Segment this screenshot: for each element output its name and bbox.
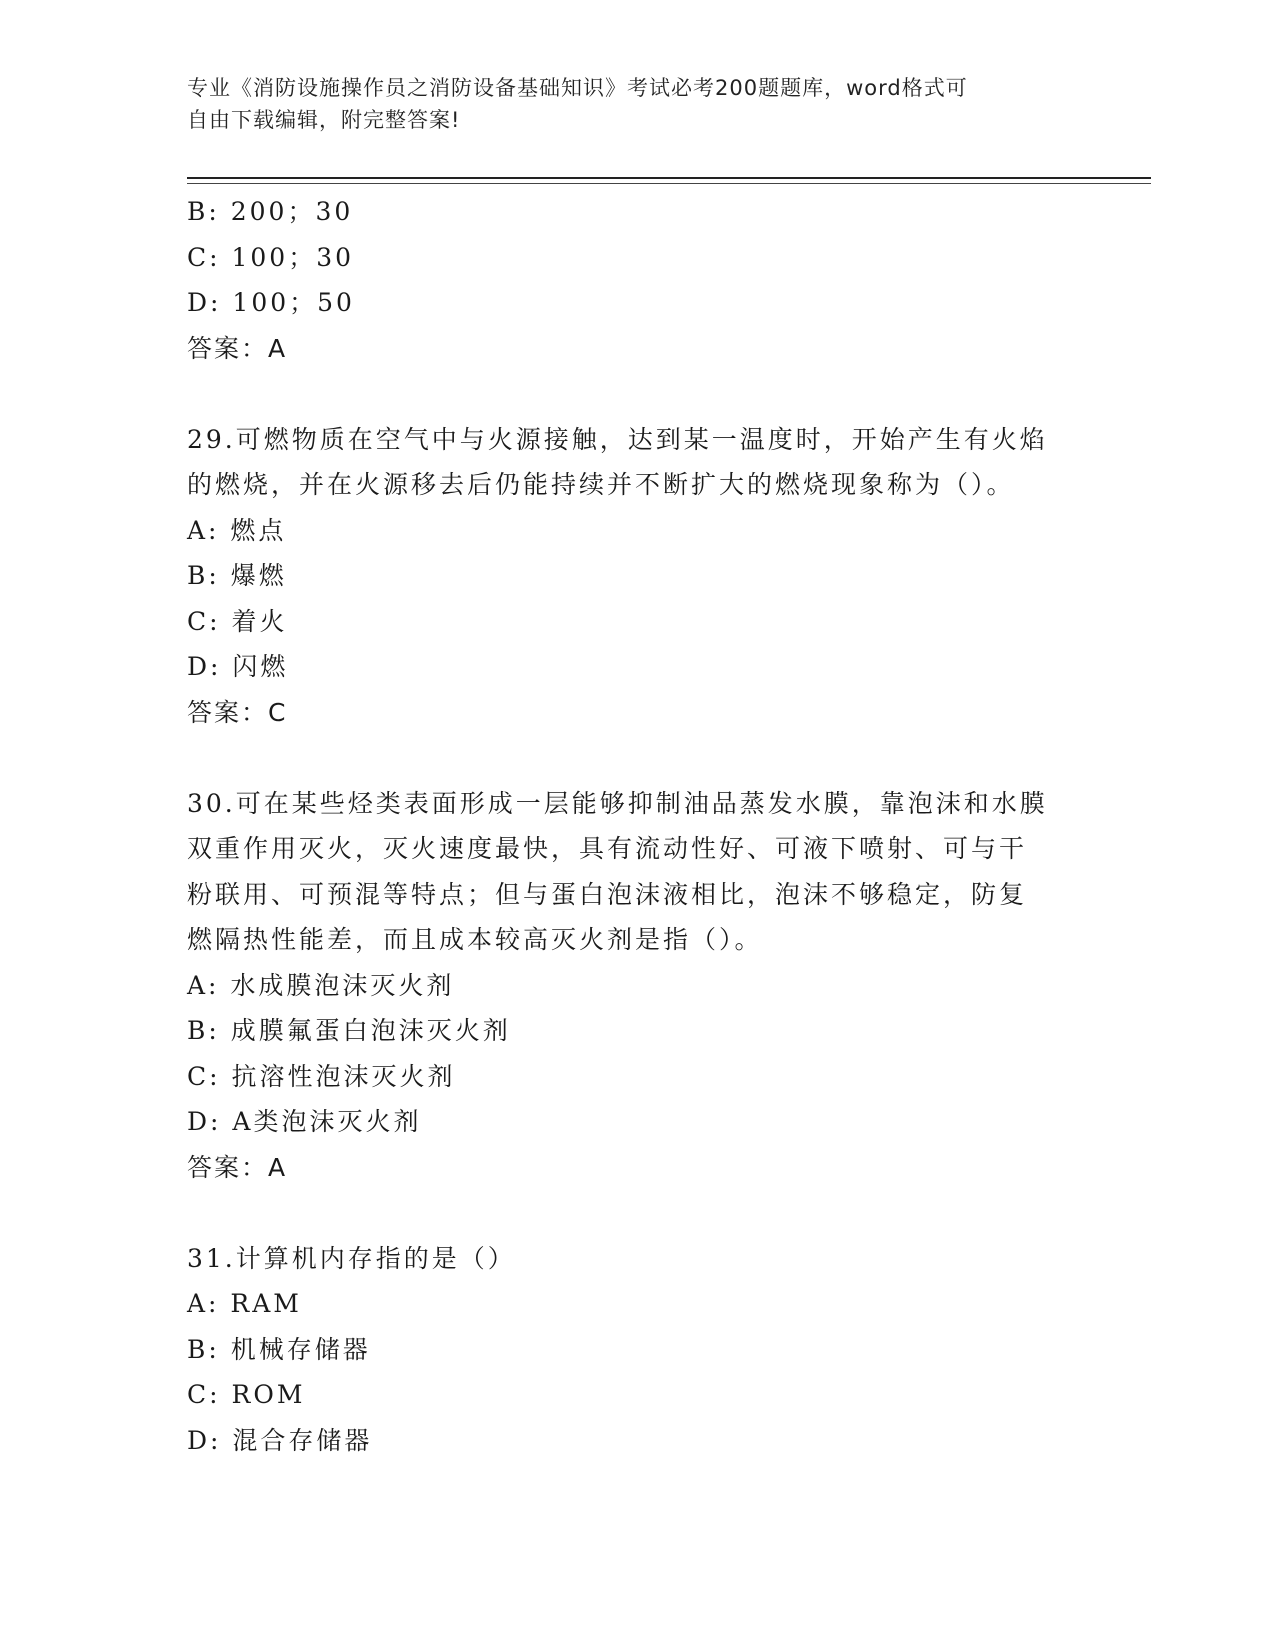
header-line: 专业《消防设施操作员之消防设备基础知识》考试必考200题题库，word格式可	[187, 76, 968, 100]
question-block-30	[187, 781, 1087, 1191]
question-block-prev	[187, 189, 1087, 371]
spacer	[187, 735, 1087, 781]
option: C: ROM	[187, 1380, 306, 1409]
question-stem: 31.计算机内存指的是（）	[187, 1243, 516, 1273]
spacer	[187, 1190, 1087, 1236]
option: D: 混合存储器	[187, 1425, 373, 1455]
option: B: 机械存储器	[187, 1334, 371, 1364]
option: C: 100；30	[187, 242, 355, 272]
question-stem: 双重作用灭火，灭火速度最快，具有流动性好、可液下喷射、可与干	[187, 834, 1028, 863]
answer: 答案：A	[187, 333, 288, 363]
question-block-29	[187, 417, 1087, 736]
option: A: 水成膜泡沫灭火剂	[187, 970, 455, 1000]
question-stem: 燃隔热性能差，而且成本较高灭火剂是指（）。	[187, 925, 763, 954]
option: C: 抗溶性泡沫灭火剂	[187, 1061, 456, 1091]
spacer	[187, 371, 1087, 417]
header-divider-thin	[187, 183, 1151, 184]
option: A: 燃点	[187, 515, 287, 545]
answer: 答案：A	[187, 1152, 288, 1182]
question-block-31	[187, 1236, 1087, 1464]
header-divider	[187, 177, 1151, 179]
option: D: A类泡沫灭火剂	[187, 1107, 422, 1136]
question-stem: 29.可燃物质在空气中与火源接触，达到某一温度时，开始产生有火焰	[187, 424, 1048, 454]
page-header	[187, 72, 1067, 136]
option: B: 200；30	[187, 197, 354, 226]
option: D: 100；50	[187, 288, 355, 317]
option: B: 爆燃	[187, 561, 287, 590]
option: D: 闪燃	[187, 652, 289, 681]
option: B: 成膜氟蛋白泡沫灭火剂	[187, 1016, 511, 1045]
question-content	[187, 189, 1087, 1463]
answer: 答案：C	[187, 697, 288, 727]
option: C: 着火	[187, 606, 288, 636]
question-stem: 的燃烧，并在火源移去后仍能持续并不断扩大的燃烧现象称为（）。	[187, 470, 1015, 499]
question-stem: 粉联用、可预混等特点；但与蛋白泡沫液相比，泡沫不够稳定，防复	[187, 879, 1028, 909]
header-line: 自由下载编辑，附完整答案!	[187, 108, 461, 132]
option: A: RAM	[187, 1289, 302, 1318]
question-stem: 30.可在某些烃类表面形成一层能够抑制油品蒸发水膜，靠泡沫和水膜	[187, 788, 1048, 818]
